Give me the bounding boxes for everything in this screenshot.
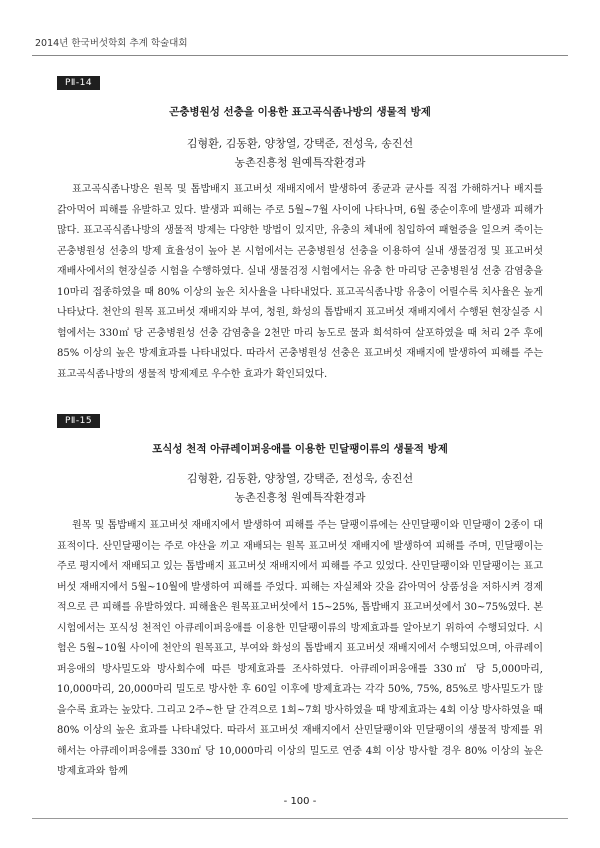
authors: 김형환, 김동환, 양창열, 강택준, 전성욱, 송진선	[186, 472, 414, 485]
affiliation: 농촌진흥청 원예특작환경과	[234, 156, 366, 169]
page-number: - 100 -	[283, 796, 317, 807]
footer-divider	[32, 818, 568, 819]
section-title: 포식성 천적 아큐레이퍼응애를 이용한 민달팽이류의 생물적 방제	[152, 443, 448, 455]
abstract-body: 원목 및 톱밥배지 표고버섯 재배지에서 발생하여 피해를 주는 달팽이류에는 산민달팽이와 민달팽이 2종이 대표적이다. 산민달팽이는 주로 야산을 끼고 재배되는 원목 표고버섯 재배지에 발생하여 피해를 주며, 민달팽이는 주로 평지에서 재배되고 있는 톱밥배지 표고버섯 재배지에서 피해를 주고 있었다. 산민달팽이와 민달팽이는 표고버섯 재배지에서 5월~10월에 발생하여 피해를 주었다. 피해는 자실체와 갓을 갉아먹어 상품성을 저하시켜 경제적으로 큰 피해를 유발하였다. 피해율은 원목표고버섯에서 15~25%, 톱밥배지 표고버섯에서 30~75%였다. 본 시험에서는 포식성 천적인 아큐레이퍼응애를 이용한 민달팽이류의 방제효과를 알아보기 위하여 수행되었다. 시험은 5월~10월 사이에 천안의 원목표고, 부여와 화성의 톱밥배지 표고버섯 재배지에서 수행되었으며, 아큐레이퍼응애의 방사밀도와 방사회수에 따른 방제효과를 조사하였다. 아큐레이퍼응애를 330㎡ 당 5,000마리, 10,000마리, 20,000마리 밀도로 방사한 후 60일 이후에 방제효과는 각각 50%, 75%, 85%로 방사밀도가 많을수록 효과는 높았다. 그리고 2주~한 달 간격으로 1회~7회 방사하였을 때 방제효과는 4회 이상 방사하였을 때 80% 이상의 높은 효과를 나타내었다. 따라서 표고버섯 재배지에서 산민달팽이와 민달팽이의 생물적 방제를 위해서는 아큐레이퍼응애를 330㎡ 당 10,000마리 이상의 밀도로 연중 4회 이상 방사할 경우 80% 이상의 높은 방제효과와 함께	[57, 520, 543, 777]
affiliation: 농촌진흥청 원예특작환경과	[234, 491, 366, 504]
section-title: 곤충병원성 선충을 이용한 표고곡식좀나방의 생물적 방제	[169, 106, 431, 118]
section-code-badge: PⅡ-15	[57, 414, 100, 428]
authors: 김형환, 김동환, 양창열, 강택준, 전성욱, 송진선	[186, 137, 414, 150]
running-header: 2014년 한국버섯학회 추계 학술대회	[35, 38, 188, 49]
abstract-body: 표고곡식좀나방은 원목 및 톱밥배지 표고버섯 재배지에서 발생하여 종균과 균사를 직접 가해하거나 배지를 갉아먹어 피해를 유발하고 있다. 발생과 피해는 주로 5월~7월 사이에 나타나며, 6월 중순이후에 발생과 피해가 많다. 표고곡식좀나방의 생물적 방제는 다양한 방법이 있지만, 유충의 체내에 침입하여 패혈증을 일으켜 죽이는 곤충병원성 선충의 방제 효율성이 높아 본 시험에서는 곤충병원성 선충을 이용하여 실내 생물검정 및 표고버섯 재배사에서의 현장실증 시험을 수행하였다. 실내 생물검정 시험에서는 유충 한 마리당 곤충병원성 선충 감염충을 10마리 접종하였을 때 80% 이상의 높은 치사율을 나타내었다. 표고곡식좀나방 유충이 어릴수록 치사율은 높게 나타났다. 천안의 원목 표고버섯 재배지와 부여, 청원, 화성의 톱밥배지 표고버섯 재배지에서 수행된 현장실증 시험에서는 330㎡ 당 곤충병원성 선충 감염충을 2천만 마리 농도로 물과 희석하여 살포하였을 때 처리 2주 후에 85% 이상의 높은 방제효과를 나타내었다. 따라서 곤충병원성 선충은 표고버섯 재배지에 발생하여 피해를 주는 표고곡식좀나방의 생물적 방제제로 우수한 효과가 확인되었다.	[57, 184, 543, 380]
header-divider	[32, 55, 568, 56]
section-code-badge: PⅡ-14	[57, 76, 100, 90]
